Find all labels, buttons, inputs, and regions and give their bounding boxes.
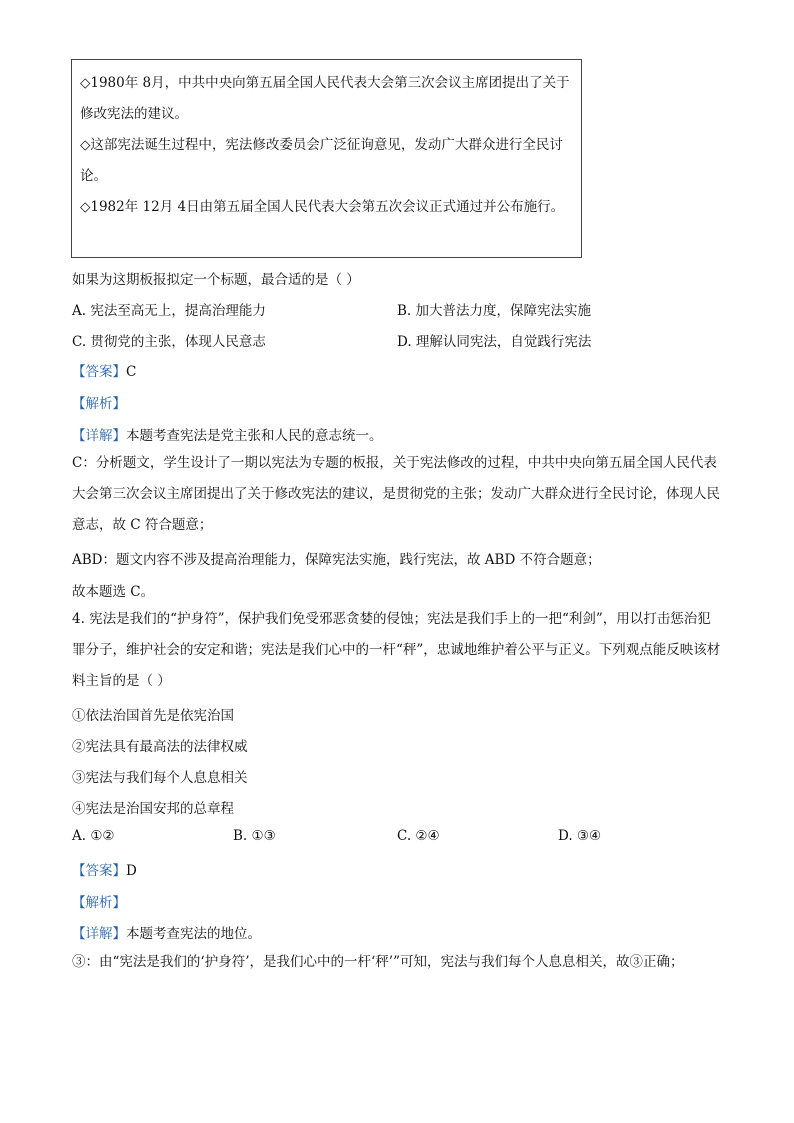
q4-item-4: ④宪法是治国安邦的总章程 bbox=[72, 801, 234, 817]
q3-option-c: C. 贯彻党的主张，体现人民意志 bbox=[72, 334, 266, 350]
news-board-box bbox=[71, 59, 582, 258]
q3-answer bbox=[72, 360, 136, 380]
q4-stem: 4. 宪法是我们的“护身符”，保护我们免受邪恶贪婪的侵蚀；宪法是我们手上的一把“利剑”，用以打击惩治犯罪分子，维护社会的安定和谐；宪法是我们心中的一杆“秤”，忠诚地维护着公平与正义。下列观点能反映该材料主旨的是（ ） bbox=[72, 611, 721, 689]
q3-conclusion: 故本题选 C。 bbox=[72, 584, 155, 600]
q3-option-b: B. 加大普法力度，保障宪法实施 bbox=[397, 303, 592, 319]
answer-tag: 【答案】 bbox=[72, 364, 126, 380]
q4-option-d: D. ③④ bbox=[558, 828, 602, 844]
q3-options-row-1 bbox=[72, 299, 632, 319]
detail-text: 本题考查宪法的地位。 bbox=[126, 926, 261, 942]
q4-answer bbox=[72, 859, 137, 879]
analysis-tag: 【解析】 bbox=[72, 396, 126, 412]
q3-analysis-tag bbox=[72, 392, 126, 412]
q4-option-a: A. ①② bbox=[72, 828, 115, 844]
answer-value: D bbox=[126, 863, 137, 879]
board-item-2: ◇这部宪法诞生过程中，宪法修改委员会广泛征询意见，发动广大群众进行全民讨论。 bbox=[80, 137, 563, 184]
answer-value: C bbox=[126, 364, 137, 380]
board-item-3: ◇1982年 12月 4日由第五届全国人民代表大会第五次会议正式通过并公布施行。 bbox=[80, 199, 565, 215]
q3-stem: 如果为这期板报拟定一个标题，最合适的是（ ） bbox=[72, 272, 360, 288]
detail-tag: 【详解】 bbox=[72, 926, 126, 942]
q4-options-row bbox=[72, 828, 672, 848]
q3-option-a: A. 宪法至高无上，提高治理能力 bbox=[72, 303, 266, 319]
q3-options-row-2 bbox=[72, 330, 632, 350]
q4-item3-explanation: ③：由“宪法是我们的‘护身符’，是我们心中的一杆‘秤’”可知，宪法与我们每个人息息相关，故③正确； bbox=[72, 954, 684, 970]
q3-abd-explanation: ABD：题文内容不涉及提高治理能力，保障宪法实施，践行宪法，故 ABD 不符合题意； bbox=[72, 552, 601, 568]
analysis-tag: 【解析】 bbox=[72, 895, 126, 911]
q3-c-explanation: C：分析题文，学生设计了一期以宪法为专题的板报，关于宪法修改的过程，中共中央向第五届全国人民代表大会第三次会议主席团提出了关于修改宪法的建议，是贯彻党的主张；发动广大群众进行全民讨论，体现人民意志，故 C 符合题意； bbox=[72, 455, 720, 533]
q3-option-d: D. 理解认同宪法，自觉践行宪法 bbox=[397, 334, 592, 350]
q4-option-c: C. ②④ bbox=[397, 828, 440, 844]
q4-detail bbox=[72, 922, 261, 942]
board-item-1: ◇1980年 8月，中共中央向第五届全国人民代表大会第三次会议主席团提出了关于修改宪法的建议。 bbox=[80, 75, 570, 122]
q4-item-1: ①依法治国首先是依宪治国 bbox=[72, 708, 234, 724]
q4-item-2: ②宪法具有最高法的法律权威 bbox=[72, 739, 248, 755]
detail-tag: 【详解】 bbox=[72, 428, 126, 444]
answer-tag: 【答案】 bbox=[72, 863, 126, 879]
q3-detail bbox=[72, 424, 383, 444]
q4-analysis-tag bbox=[72, 891, 126, 911]
q4-option-b: B. ①③ bbox=[233, 828, 276, 844]
q4-item-3: ③宪法与我们每个人息息相关 bbox=[72, 770, 248, 786]
detail-text: 本题考查宪法是党主张和人民的意志统一。 bbox=[126, 428, 383, 444]
